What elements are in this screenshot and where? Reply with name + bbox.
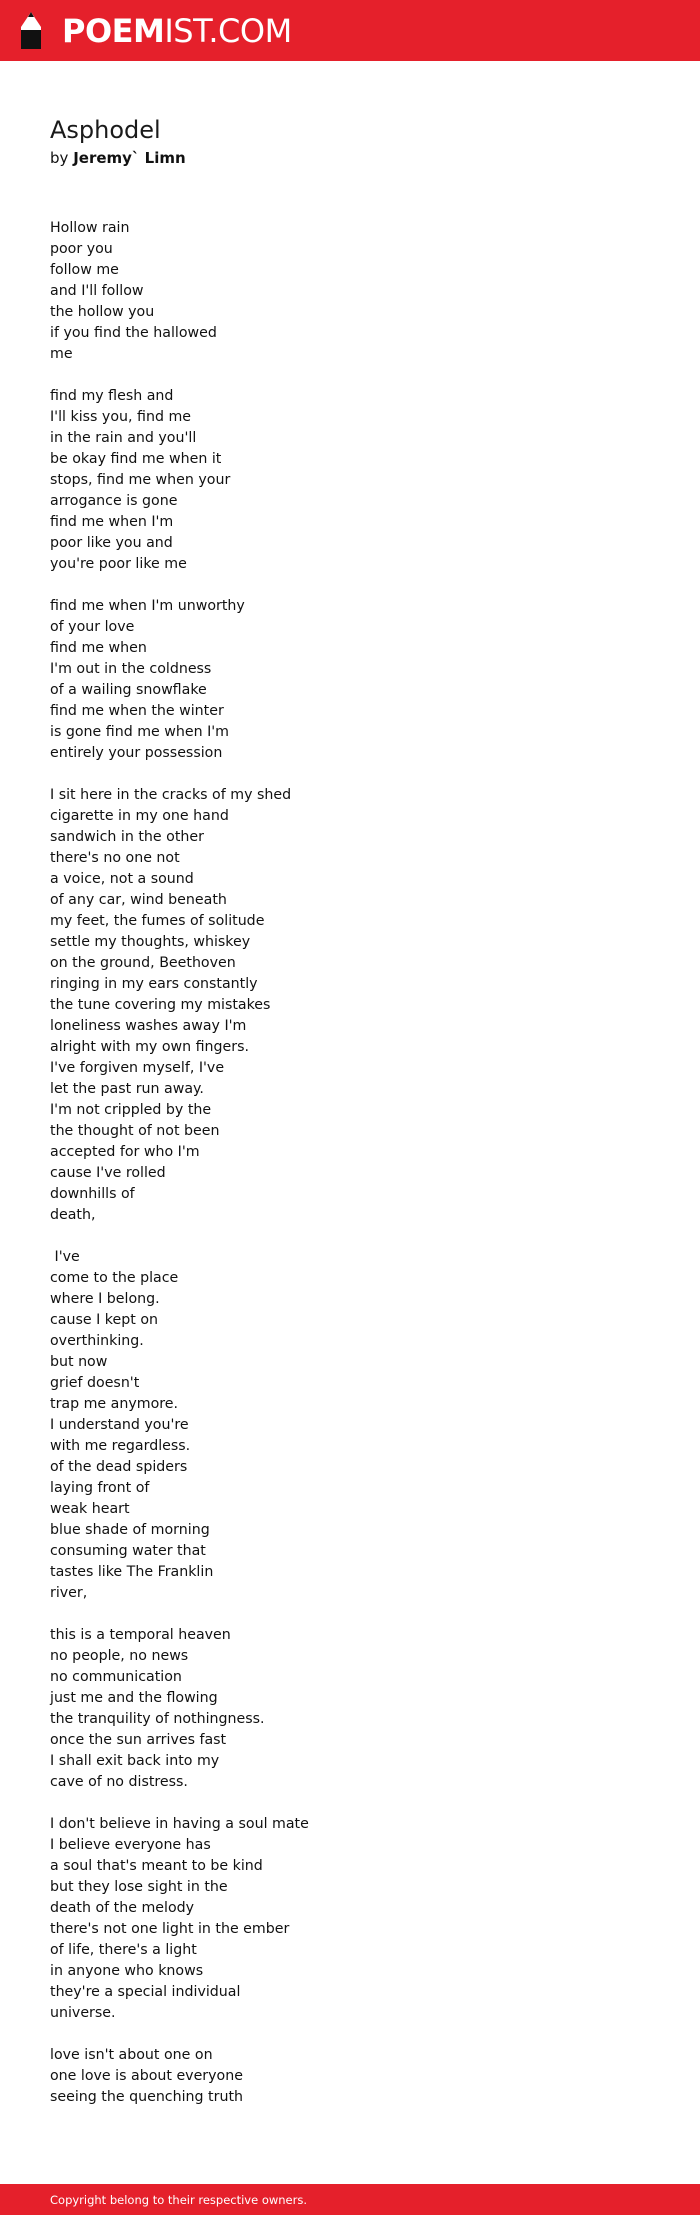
logo-wordmark-bold: POEM bbox=[62, 12, 165, 50]
poem-byline bbox=[50, 147, 186, 169]
byline-label: by bbox=[50, 149, 69, 167]
poem-title: Asphodel bbox=[50, 116, 161, 144]
site-logo[interactable] bbox=[18, 11, 292, 51]
site-header bbox=[0, 0, 700, 61]
pencil-nib-icon bbox=[18, 11, 44, 51]
site-footer bbox=[0, 2184, 700, 2215]
logo-wordmark bbox=[62, 11, 292, 51]
logo-wordmark-light: IST.COM bbox=[164, 12, 292, 50]
copyright-notice: Copyright belong to their respective owners. bbox=[50, 2193, 308, 2207]
author-link[interactable]: Jeremy` Limn bbox=[73, 149, 186, 167]
poem-body: Hollow rain poor you follow me and I'll follow the hollow you if you find the hallowed me find my flesh and I'll kiss you, find me in the rain and you'll be okay find me when it stops, find me when your arrogance is gone find me when I'm poor like you and you're poor like me find me when I'm unworthy of your love find me when I'm out in the coldness of a wailing snowflake find me when the winter is gone find me when I'm entirely your possession I sit here in the cracks of my shed cigarette in my one hand sandwich in the other there's no one not a voice, not a sound of any car, wind beneath my feet, the fumes of solitude settle my thoughts, whiskey on the ground, Beethoven ringing in my ears constantly the tune covering my mistakes loneliness washes away I'm alright with my own fingers. I've forgiven myself, I've let the past run away. I'm not crippled by the the thought of not been accepted for who I'm cause I've rolled downhills of death, I've come to the place where I belong. cause I kept on overthinking. but now grief doesn't trap me anymore. I understand you're with me regardless. of the dead spiders laying front of weak heart blue shade of morning consuming water that tastes like The Franklin river, this is a temporal heaven no people, no news no communication just me and the flowing the tranquility of nothingness. once the sun arrives fast I shall exit back into my cave of no distress. I don't believe in having a soul mate I believe everyone has a soul that's meant to be kind but they lose sight in the death of the melody there's not one light in the ember of life, there's a light in anyone who knows they're a special individual universe. love isn't about one on one love is about everyone seeing the quenching truth bbox=[50, 220, 309, 2105]
